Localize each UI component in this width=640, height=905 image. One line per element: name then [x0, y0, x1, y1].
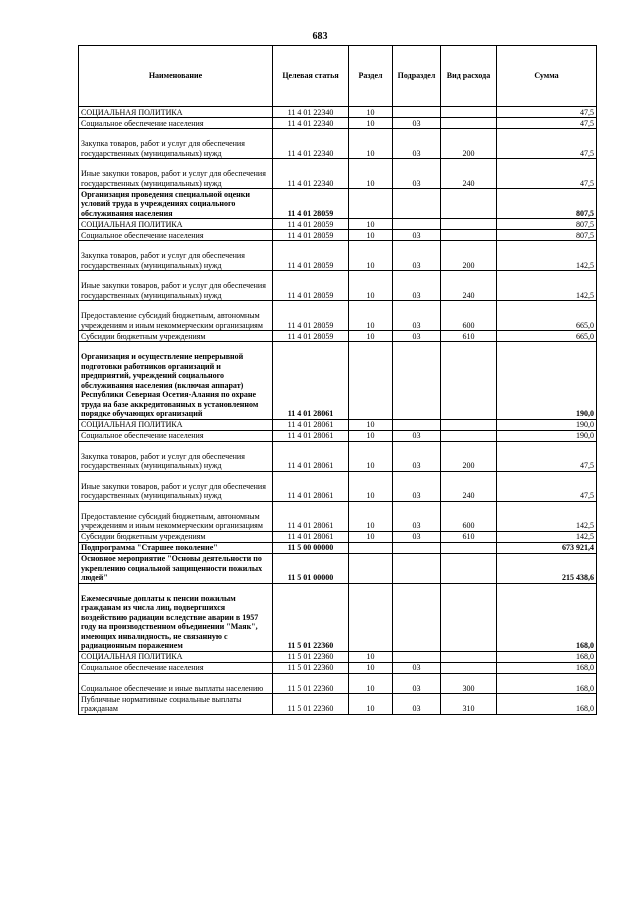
row-sum-cell: 665,0	[497, 301, 597, 331]
table-row	[79, 662, 597, 673]
row-section-cell: 10	[349, 271, 393, 301]
row-sum-cell: 190,0	[497, 419, 597, 430]
row-code-cell: 11 4 01 28061	[273, 419, 349, 430]
row-section-cell	[349, 583, 393, 651]
row-name-cell: СОЦИАЛЬНАЯ ПОЛИТИКА	[79, 219, 273, 230]
row-expense-cell: 200	[441, 241, 497, 271]
row-name-cell: Социальное обеспечение населения	[79, 662, 273, 673]
row-sum-cell: 673 921,4	[497, 542, 597, 553]
row-expense-cell	[441, 419, 497, 430]
table-row	[79, 419, 597, 430]
table-row	[79, 441, 597, 471]
row-subsection-cell: 03	[393, 301, 441, 331]
row-subsection-cell: 03	[393, 230, 441, 241]
row-subsection-cell: 03	[393, 271, 441, 301]
table-row	[79, 501, 597, 531]
table-row	[79, 271, 597, 301]
row-sum-cell: 168,0	[497, 662, 597, 673]
row-section-cell: 10	[349, 241, 393, 271]
row-sum-cell: 168,0	[497, 651, 597, 662]
row-name-cell: СОЦИАЛЬНАЯ ПОЛИТИКА	[79, 651, 273, 662]
table-row	[79, 301, 597, 331]
row-subsection-cell: 03	[393, 441, 441, 471]
row-code-cell: 11 4 01 22340	[273, 107, 349, 118]
row-subsection-cell	[393, 583, 441, 651]
row-name-cell: Социальное обеспечение населения	[79, 118, 273, 129]
row-name-cell: Предоставление субсидий бюджетным, автономным учреждениям и иным некоммерческим организациям	[79, 501, 273, 531]
row-code-cell: 11 4 01 28059	[273, 189, 349, 219]
row-name-cell: Закупка товаров, работ и услуг для обеспечения государственных (муниципальных) нужд	[79, 441, 273, 471]
column-header-name: Наименование	[79, 46, 273, 107]
row-subsection-cell: 03	[393, 430, 441, 441]
row-code-cell: 11 4 01 28061	[273, 501, 349, 531]
row-code-cell: 11 4 01 28061	[273, 430, 349, 441]
row-subsection-cell: 03	[393, 501, 441, 531]
row-code-cell: 11 5 01 22360	[273, 662, 349, 673]
row-code-cell: 11 4 01 28061	[273, 441, 349, 471]
row-subsection-cell	[393, 553, 441, 583]
row-code-cell: 11 5 01 22360	[273, 673, 349, 694]
row-subsection-cell: 03	[393, 662, 441, 673]
row-code-cell: 11 5 01 22360	[273, 583, 349, 651]
row-section-cell: 10	[349, 673, 393, 694]
table-row	[79, 583, 597, 651]
row-expense-cell	[441, 342, 497, 420]
row-section-cell: 10	[349, 651, 393, 662]
row-code-cell: 11 5 01 22360	[273, 651, 349, 662]
row-expense-cell: 610	[441, 331, 497, 342]
table-row	[79, 241, 597, 271]
row-code-cell: 11 4 01 28061	[273, 342, 349, 420]
row-expense-cell: 600	[441, 301, 497, 331]
row-section-cell: 10	[349, 471, 393, 501]
row-sum-cell: 47,5	[497, 118, 597, 129]
row-sum-cell: 215 438,6	[497, 553, 597, 583]
row-name-cell: Закупка товаров, работ и услуг для обеспечения государственных (муниципальных) нужд	[79, 129, 273, 159]
table-row	[79, 129, 597, 159]
column-header-sum: Сумма	[497, 46, 597, 107]
row-section-cell	[349, 553, 393, 583]
row-name-cell: Предоставление субсидий бюджетным, автономным учреждениям и иным некоммерческим организациям	[79, 301, 273, 331]
table-row	[79, 331, 597, 342]
row-subsection-cell	[393, 651, 441, 662]
row-expense-cell	[441, 583, 497, 651]
row-section-cell: 10	[349, 531, 393, 542]
row-sum-cell: 142,5	[497, 531, 597, 542]
row-sum-cell: 807,5	[497, 219, 597, 230]
table-row	[79, 430, 597, 441]
row-name-cell: Организация и осуществление непрерывной подготовки работников организаций и предприятий, учреждений социального обслуживания населения (включая аппарат) Республики Северная Осетия-Алания по охране труда на базе аккредитованных в установленном порядке обучающих организаций	[79, 342, 273, 420]
row-section-cell: 10	[349, 430, 393, 441]
row-expense-cell: 610	[441, 531, 497, 542]
row-name-cell: Иные закупки товаров, работ и услуг для обеспечения государственных (муниципальных) нужд	[79, 471, 273, 501]
row-sum-cell: 807,5	[497, 189, 597, 219]
row-section-cell: 10	[349, 107, 393, 118]
row-subsection-cell	[393, 342, 441, 420]
row-section-cell: 10	[349, 501, 393, 531]
row-name-cell: Субсидии бюджетным учреждениям	[79, 531, 273, 542]
row-expense-cell	[441, 230, 497, 241]
row-section-cell	[349, 542, 393, 553]
row-sum-cell: 142,5	[497, 271, 597, 301]
row-section-cell: 10	[349, 230, 393, 241]
column-header-subsection: Подраздел	[393, 46, 441, 107]
row-sum-cell: 47,5	[497, 159, 597, 189]
column-header-section: Раздел	[349, 46, 393, 107]
row-name-cell: СОЦИАЛЬНАЯ ПОЛИТИКА	[79, 419, 273, 430]
row-sum-cell: 190,0	[497, 342, 597, 420]
row-expense-cell	[441, 662, 497, 673]
row-section-cell	[349, 189, 393, 219]
row-expense-cell: 300	[441, 673, 497, 694]
row-code-cell: 11 4 01 28059	[273, 271, 349, 301]
row-subsection-cell: 03	[393, 694, 441, 715]
table-row	[79, 531, 597, 542]
row-expense-cell: 310	[441, 694, 497, 715]
row-name-cell: Социальное обеспечение и иные выплаты населению	[79, 673, 273, 694]
table-row	[79, 471, 597, 501]
table-row	[79, 189, 597, 219]
row-code-cell: 11 4 01 22340	[273, 159, 349, 189]
budget-table	[78, 45, 597, 715]
table-header-row	[79, 46, 597, 107]
row-section-cell: 10	[349, 301, 393, 331]
row-section-cell: 10	[349, 129, 393, 159]
table-row	[79, 542, 597, 553]
row-expense-cell	[441, 553, 497, 583]
row-name-cell: СОЦИАЛЬНАЯ ПОЛИТИКА	[79, 107, 273, 118]
row-subsection-cell: 03	[393, 531, 441, 542]
row-expense-cell	[441, 219, 497, 230]
table-row	[79, 159, 597, 189]
table-row	[79, 118, 597, 129]
row-section-cell: 10	[349, 441, 393, 471]
row-expense-cell: 240	[441, 271, 497, 301]
row-sum-cell: 168,0	[497, 694, 597, 715]
row-sum-cell: 142,5	[497, 241, 597, 271]
row-section-cell: 10	[349, 159, 393, 189]
table-row	[79, 342, 597, 420]
row-subsection-cell	[393, 107, 441, 118]
row-code-cell: 11 4 01 28059	[273, 241, 349, 271]
row-name-cell: Публичные нормативные социальные выплаты гражданам	[79, 694, 273, 715]
row-code-cell: 11 4 01 22340	[273, 129, 349, 159]
column-header-expense-type: Вид расхода	[441, 46, 497, 107]
page-number: 683	[312, 31, 328, 42]
row-expense-cell	[441, 118, 497, 129]
table-row	[79, 219, 597, 230]
row-expense-cell	[441, 189, 497, 219]
row-name-cell: Основное мероприятие "Основы деятельности по укреплению социальной защищенности пожилых людей"	[79, 553, 273, 583]
row-sum-cell: 47,5	[497, 129, 597, 159]
row-subsection-cell: 03	[393, 471, 441, 501]
row-subsection-cell: 03	[393, 673, 441, 694]
row-name-cell: Ежемесячные доплаты к пенсии пожилым гражданам из числа лиц, подвергшихся воздействию радиации вследствие аварии в 1957 году на производственном объединении "Маяк", имеющих инвалидность, не связанную с радиационным поражением	[79, 583, 273, 651]
row-expense-cell: 200	[441, 129, 497, 159]
row-expense-cell: 200	[441, 441, 497, 471]
row-section-cell: 10	[349, 694, 393, 715]
row-expense-cell	[441, 107, 497, 118]
row-name-cell: Иные закупки товаров, работ и услуг для обеспечения государственных (муниципальных) нужд	[79, 271, 273, 301]
row-sum-cell: 47,5	[497, 107, 597, 118]
row-name-cell: Организация проведения специальной оценки условий труда в учреждениях социального обслуживания населения	[79, 189, 273, 219]
row-code-cell: 11 5 00 00000	[273, 542, 349, 553]
row-section-cell: 10	[349, 219, 393, 230]
column-header-code: Целевая статья	[273, 46, 349, 107]
row-name-cell: Закупка товаров, работ и услуг для обеспечения государственных (муниципальных) нужд	[79, 241, 273, 271]
row-expense-cell: 240	[441, 159, 497, 189]
row-subsection-cell	[393, 542, 441, 553]
row-expense-cell	[441, 542, 497, 553]
row-section-cell: 10	[349, 331, 393, 342]
row-name-cell: Подпрограмма "Старшее поколение"	[79, 542, 273, 553]
row-subsection-cell	[393, 219, 441, 230]
row-code-cell: 11 4 01 28059	[273, 219, 349, 230]
row-name-cell: Иные закупки товаров, работ и услуг для обеспечения государственных (муниципальных) нужд	[79, 159, 273, 189]
row-subsection-cell: 03	[393, 118, 441, 129]
row-subsection-cell: 03	[393, 129, 441, 159]
row-code-cell: 11 4 01 28059	[273, 230, 349, 241]
row-subsection-cell: 03	[393, 241, 441, 271]
row-code-cell: 11 5 01 00000	[273, 553, 349, 583]
row-code-cell: 11 4 01 28061	[273, 471, 349, 501]
row-expense-cell: 240	[441, 471, 497, 501]
row-name-cell: Субсидии бюджетным учреждениям	[79, 331, 273, 342]
row-subsection-cell: 03	[393, 159, 441, 189]
row-subsection-cell: 03	[393, 331, 441, 342]
row-section-cell: 10	[349, 662, 393, 673]
table-row	[79, 553, 597, 583]
row-sum-cell: 190,0	[497, 430, 597, 441]
table-row	[79, 107, 597, 118]
row-subsection-cell	[393, 189, 441, 219]
table-row	[79, 230, 597, 241]
row-expense-cell	[441, 651, 497, 662]
row-code-cell: 11 4 01 22340	[273, 118, 349, 129]
row-section-cell: 10	[349, 118, 393, 129]
table-row	[79, 651, 597, 662]
row-expense-cell: 600	[441, 501, 497, 531]
table-row	[79, 673, 597, 694]
row-sum-cell: 807,5	[497, 230, 597, 241]
row-code-cell: 11 5 01 22360	[273, 694, 349, 715]
row-section-cell	[349, 342, 393, 420]
row-sum-cell: 142,5	[497, 501, 597, 531]
row-code-cell: 11 4 01 28059	[273, 331, 349, 342]
row-section-cell: 10	[349, 419, 393, 430]
row-code-cell: 11 4 01 28059	[273, 301, 349, 331]
row-name-cell: Социальное обеспечение населения	[79, 430, 273, 441]
row-subsection-cell	[393, 419, 441, 430]
row-expense-cell	[441, 430, 497, 441]
row-sum-cell: 168,0	[497, 583, 597, 651]
row-sum-cell: 168,0	[497, 673, 597, 694]
row-sum-cell: 47,5	[497, 441, 597, 471]
row-sum-cell: 47,5	[497, 471, 597, 501]
row-sum-cell: 665,0	[497, 331, 597, 342]
table-row	[79, 694, 597, 715]
row-code-cell: 11 4 01 28061	[273, 531, 349, 542]
row-name-cell: Социальное обеспечение населения	[79, 230, 273, 241]
